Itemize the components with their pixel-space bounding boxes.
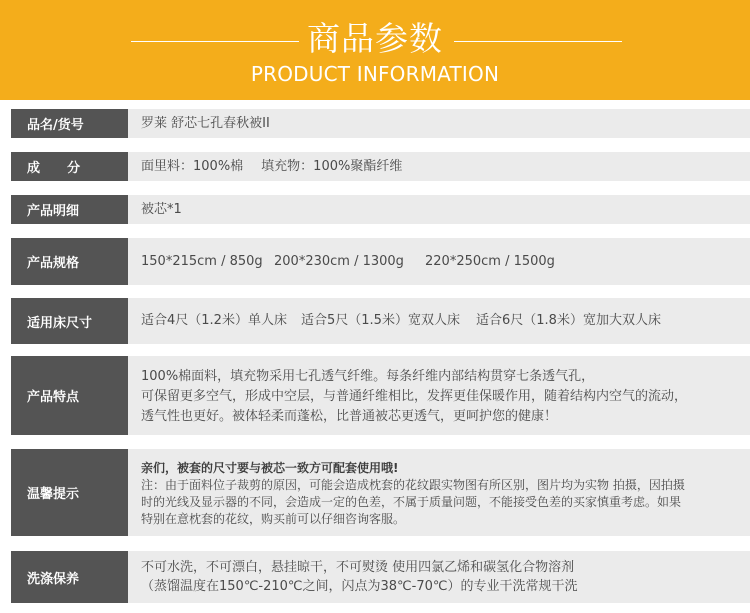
care-line: （蒸馏温度在150℃-210℃之间，闪点为38℃-70℃）的专业干洗常规干洗	[141, 579, 578, 594]
details-text: 被芯*1	[141, 201, 182, 217]
row-value	[128, 551, 750, 603]
tips-line: 时的光线及显示器的不同，会造成一定的色差，不属于质量问题，不能接受色差的买家慎重考虑。如果	[141, 494, 682, 509]
row-value	[128, 356, 750, 435]
row-tips	[11, 449, 750, 536]
care-line: 不可水洗，不可漂白，悬挂晾干，不可熨烫 使用四氯乙烯和碳氢化合物溶剂	[141, 560, 575, 575]
row-label: 成 分	[11, 152, 128, 181]
row-bed-size	[11, 298, 750, 344]
tips-line: 特别在意枕套的花纹，购买前可以仔细咨询客服。	[141, 511, 406, 526]
row-value	[128, 238, 750, 285]
row-specs	[11, 238, 750, 285]
features-line: 100%棉面料，填充物采用七孔透气纤维。每条纤维内部结构贯穿七条透气孔，	[141, 368, 595, 384]
spec-size-1: 150*215cm / 850g	[141, 253, 263, 269]
bed-size-3: 适合6尺（1.8米）宽加大双人床	[476, 313, 661, 328]
row-label: 产品明细	[11, 195, 128, 224]
title-divider-right	[454, 41, 622, 42]
row-label: 适用床尺寸	[11, 298, 128, 344]
bed-size-1: 适合4尺（1.2米）单人床	[141, 313, 287, 328]
row-label: 产品特点	[11, 356, 128, 435]
page-title: 商品参数	[307, 19, 443, 58]
row-details	[11, 195, 750, 224]
product-name-text: 罗莱 舒芯七孔春秋被II	[141, 115, 270, 131]
row-care	[11, 551, 750, 603]
composition-fill: 填充物：100%聚酯纤维	[261, 158, 403, 174]
row-value	[128, 152, 750, 181]
composition-shell: 面里料：100%棉	[141, 158, 244, 174]
features-line: 透气性也更好。被体轻柔而蓬松，比普通被芯更透气，更呵护您的健康！	[141, 408, 558, 424]
row-features	[11, 356, 750, 435]
row-value	[128, 109, 750, 138]
spec-size-3: 220*250cm / 1500g	[425, 253, 555, 269]
row-label: 温馨提示	[11, 449, 128, 536]
page-subtitle: PRODUCT INFORMATION	[250, 62, 500, 86]
row-value	[128, 195, 750, 224]
features-line: 可保留更多空气，形成中空层，与普通纤维相比，发挥更佳保暖作用，随着结构内空气的流动，	[141, 388, 688, 404]
row-value	[128, 449, 750, 536]
header-banner	[0, 0, 750, 100]
tips-line: 注：由于面料位子裁剪的原因，可能会造成枕套的花纹跟实物图有所区别，图片均为实物 拍摄，因拍摄	[141, 477, 685, 492]
row-label: 产品规格	[11, 238, 128, 285]
row-product-name	[11, 109, 750, 138]
row-value	[128, 298, 750, 344]
tips-headline: 亲们，被套的尺寸要与被芯一致方可配套使用哦!	[141, 460, 399, 475]
row-label: 洗涤保养	[11, 551, 128, 603]
row-composition	[11, 152, 750, 181]
row-label: 品名/货号	[11, 109, 128, 138]
spec-size-2: 200*230cm / 1300g	[274, 253, 404, 269]
bed-size-2: 适合5尺（1.5米）宽双人床	[301, 313, 460, 328]
